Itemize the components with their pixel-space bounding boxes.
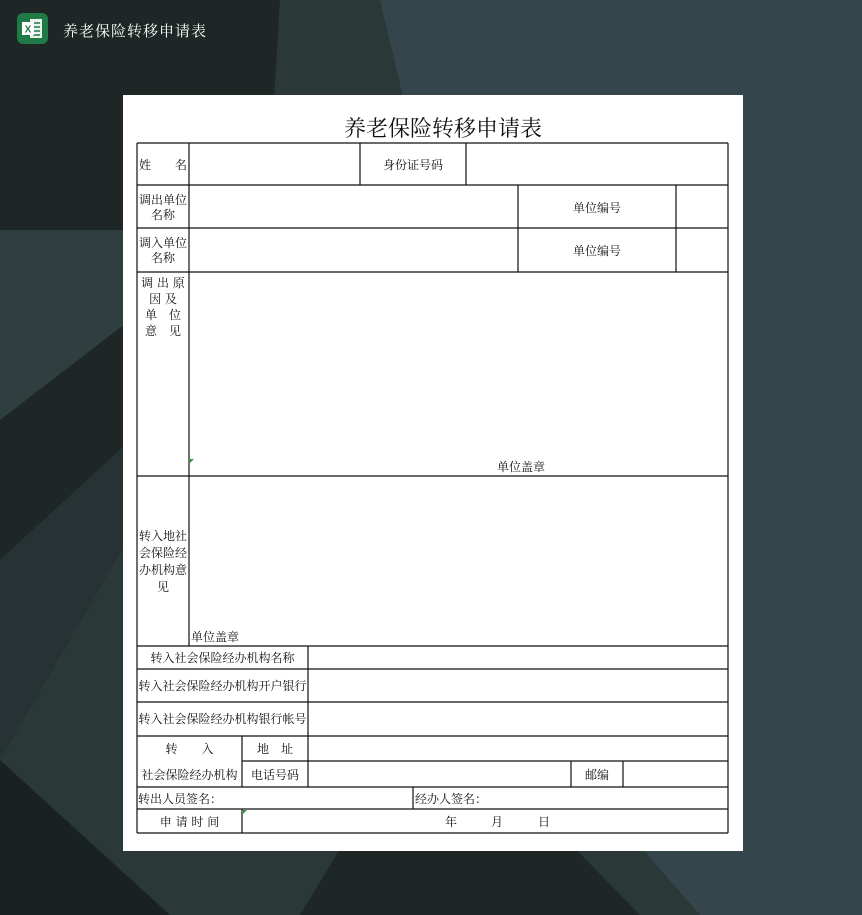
agency-opinion-label-1: 转入地社 (138, 529, 187, 543)
postcode-label: 邮编 (584, 768, 609, 782)
agency-opinion-label-2: 会保险经 (138, 546, 187, 560)
agency-opinion-label-4: 见 (156, 580, 169, 594)
date-day-label: 日 (538, 815, 551, 829)
cell-marker (190, 459, 194, 463)
unit-code-label: 单位编号 (572, 201, 621, 215)
reason-label-line-4: 意 见 (144, 324, 181, 338)
id-number-label: 身份证号码 (382, 158, 443, 172)
date-month-label: 月 (491, 815, 504, 829)
handler-signature-label: 经办人签名： (415, 792, 488, 806)
svg-text:X: X (24, 24, 32, 36)
date-year-label: 年 (445, 815, 458, 829)
window-title: 养老保险转移申请表 (63, 22, 208, 40)
reason-label-line-3: 单 位 (144, 308, 181, 322)
form-title: 养老保险转移申请表 (343, 117, 542, 142)
in-unit-label-1: 调入单位 (138, 236, 187, 250)
agency-bank-label: 转入社会保险经办机构开户银行 (138, 679, 307, 693)
out-unit-label-1: 调出单位 (138, 193, 187, 207)
agency-name-label: 转入社会保险经办机构名称 (150, 651, 295, 665)
agency-label: 社会保险经办机构 (141, 768, 238, 782)
phone-label: 电话号码 (250, 768, 299, 782)
reason-label-line-2: 因 及 (149, 292, 177, 306)
address-label: 地 址 (256, 742, 293, 756)
reason-label-line-1: 调 出 原 (141, 276, 185, 290)
agency-account-label: 转入社会保险经办机构银行帐号 (138, 712, 307, 726)
apply-time-label: 申 请 时 间 (159, 815, 220, 829)
name-label: 姓 名 (139, 158, 188, 172)
out-unit-label-2: 名称 (150, 208, 175, 222)
form-sheet (123, 95, 743, 851)
window-title-bar (0, 0, 862, 62)
agency-opinion-label-3: 办机构意 (138, 563, 187, 577)
transfer-in-label: 转 入 (165, 742, 214, 756)
excel-icon (17, 13, 48, 44)
stamp-label: 单位盖章 (497, 460, 546, 474)
in-unit-label-2: 名称 (150, 251, 175, 265)
out-person-signature-label: 转出人员签名： (138, 792, 223, 806)
cell-marker (243, 810, 247, 814)
stamp-label: 单位盖章 (191, 630, 240, 644)
unit-code-label: 单位编号 (572, 244, 621, 258)
